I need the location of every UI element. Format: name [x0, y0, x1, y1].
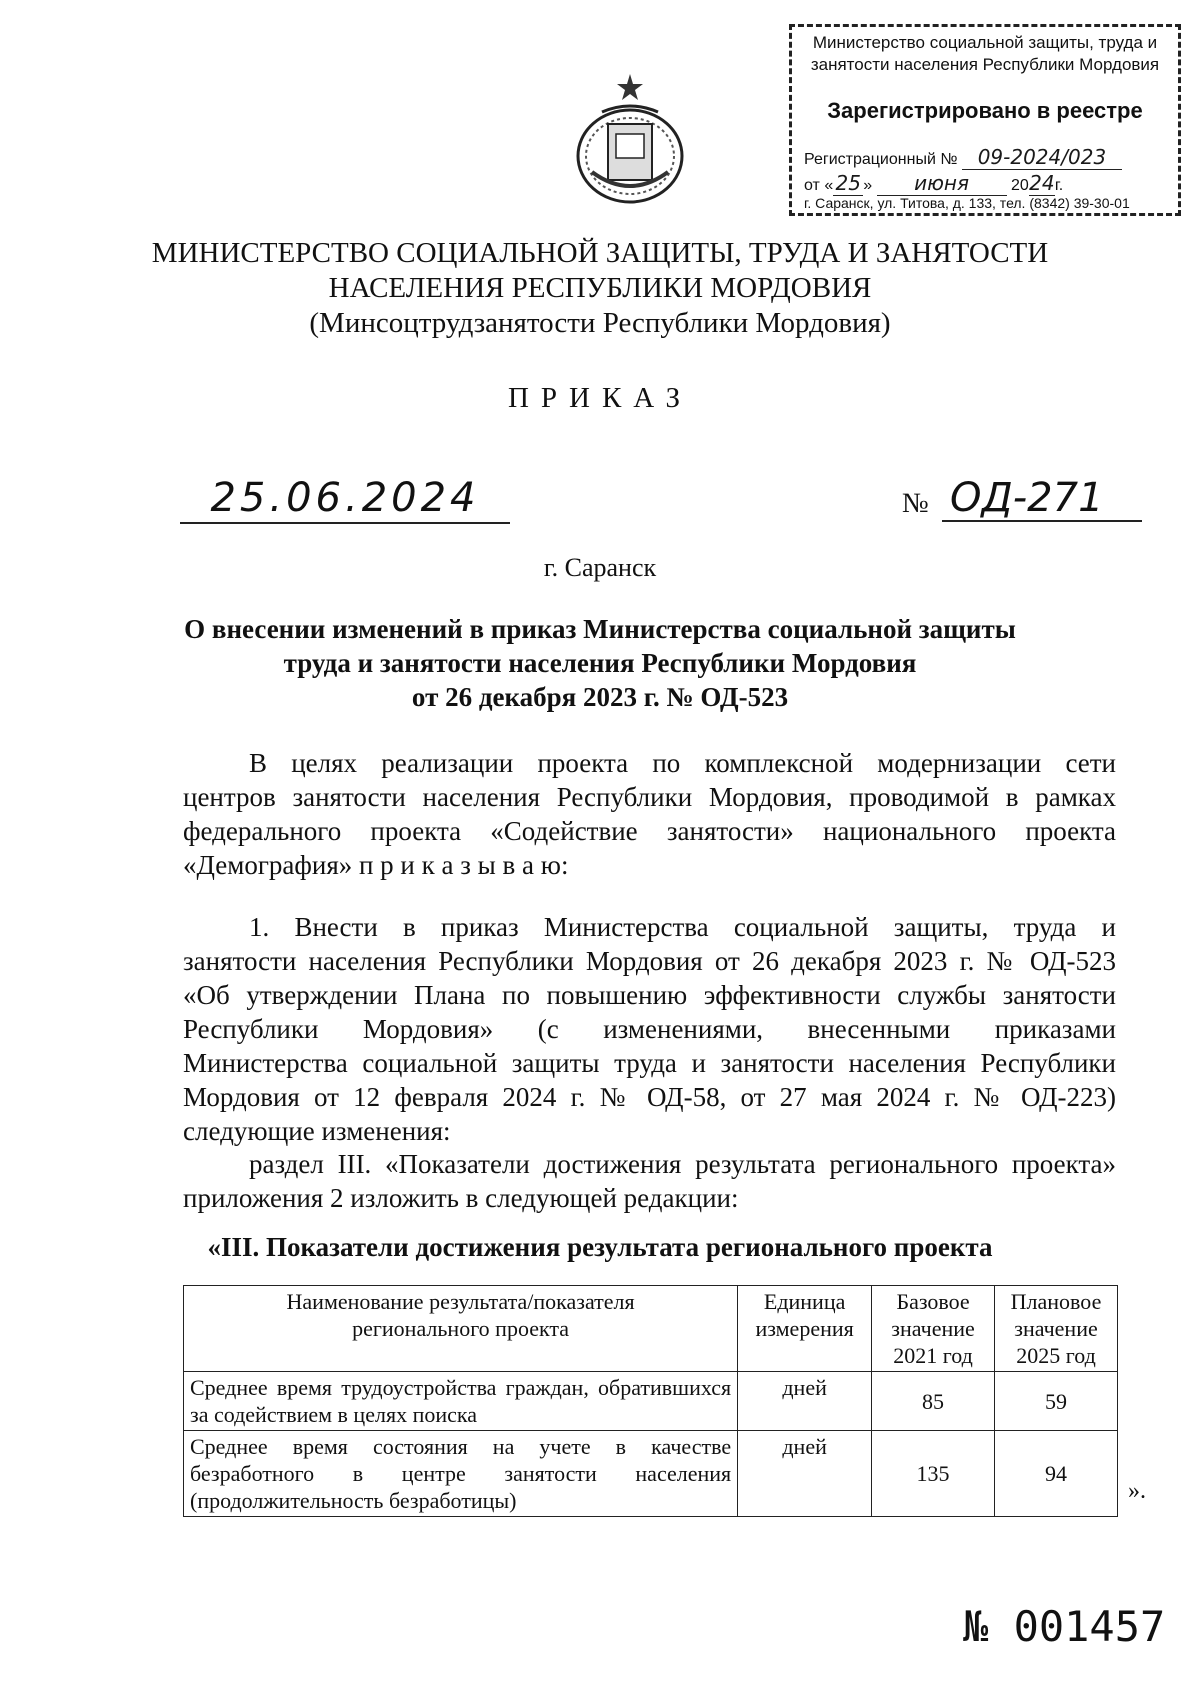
- ministry-short-name: (Минсоцтрудзанятости Республики Мордовия): [309, 307, 891, 339]
- body-paragraph-3: [183, 1147, 1116, 1215]
- stamp-date-month: июня: [877, 171, 1007, 196]
- body-paragraph-2: [183, 910, 1116, 1148]
- p2-line: занятости населения Республики Мордовия от 26 декабря 2023 г. № ОД-523: [183, 946, 1116, 976]
- body-paragraph-1: [183, 746, 1116, 882]
- section-title: «III. Показатели достижения результата регионального проекта: [207, 1232, 993, 1262]
- registration-stamp: [789, 24, 1181, 216]
- stamp-title: Зарегистрировано в реестре: [827, 98, 1143, 123]
- coat-of-arms-emblem: [572, 72, 688, 206]
- stamp-date-prefix: от «: [804, 177, 834, 194]
- order-title-line1: О внесении изменений в приказ Министерства социальной защиты: [184, 614, 1016, 644]
- p2-line: Министерства социальной защиты труда и занятости населения Республики: [183, 1048, 1116, 1078]
- p1-line: В целях реализации проекта по комплексной модернизации сети: [249, 748, 1116, 778]
- header-text: 2025 год: [1016, 1343, 1096, 1368]
- row-indicator-name: Среднее время трудоустройства граждан, обратившихся за содействием в целях поиска: [184, 1372, 738, 1431]
- header-text: Наименование результата/показателя: [286, 1289, 635, 1314]
- header-text: регионального проекта: [352, 1316, 570, 1341]
- city: г. Саранск: [543, 553, 657, 582]
- indicators-table: [183, 1285, 1118, 1517]
- p1-line: федерального проекта «Содействие занятости» национального проекта: [183, 816, 1116, 846]
- p2-line: Мордовия от 12 февраля 2024 г. № ОД-58, от 27 мая 2024 г. № ОД-223): [183, 1082, 1116, 1112]
- table-row: [184, 1372, 1118, 1431]
- p3-line: приложения 2 изложить в следующей редакции:: [183, 1183, 739, 1213]
- p2-line: следующие изменения:: [183, 1116, 451, 1146]
- header-text: Единица: [763, 1289, 846, 1314]
- p1-line: центров занятости населения Республики Мордовия, проводимой в рамках: [183, 782, 1116, 812]
- header-text: измерения: [755, 1316, 854, 1341]
- closing-quote: ».: [1128, 1478, 1146, 1504]
- row-unit: дней: [738, 1372, 872, 1431]
- stamp-reg-row: [804, 145, 1170, 170]
- p2-line: «Об утверждении Плана по повышению эффективности службы занятости: [183, 980, 1116, 1010]
- stamp-date-year-end: г.: [1054, 177, 1064, 194]
- order-date: 25.06.2024: [180, 474, 510, 524]
- p1-line: «Демография» п р и к а з ы в а ю:: [183, 850, 569, 880]
- p2-line: 1. Внести в приказ Министерства социальной защиты, труда и: [249, 912, 1116, 942]
- header-base-value: [872, 1286, 995, 1372]
- order-number: ОД-271: [942, 474, 1142, 522]
- stamp-org-line2: занятости населения Республики Мордовия: [810, 55, 1160, 74]
- stamp-reg-label: Регистрационный №: [804, 151, 958, 168]
- row-indicator-name: Среднее время состояния на учете в качестве безработного в центре занятости населения (продолжительность безработицы): [184, 1431, 738, 1517]
- table-row: [184, 1431, 1118, 1517]
- p2-line: Республики Мордовия» (с изменениями, внесенными приказами: [183, 1014, 1116, 1044]
- header-text: 2021 год: [893, 1343, 973, 1368]
- ministry-name-line1: МИНИСТЕРСТВО СОЦИАЛЬНОЙ ЗАЩИТЫ, ТРУДА И ЗАНЯТОСТИ: [151, 237, 1049, 269]
- p3-line: раздел III. «Показатели достижения результата регионального проекта»: [249, 1149, 1116, 1179]
- order-title: [0, 612, 1200, 714]
- row-unit: дней: [738, 1431, 872, 1517]
- header-indicator-name: [184, 1286, 738, 1372]
- header-text: Плановое: [1010, 1289, 1102, 1314]
- stamp-date-year: 24: [1029, 171, 1055, 195]
- order-title-line2: труда и занятости населения Республики Мордовия: [283, 648, 917, 678]
- order-title-line3: от 26 декабря 2023 г. № ОД-523: [411, 682, 789, 712]
- serial-number: № 001457: [963, 1602, 1166, 1651]
- table-header-row: [184, 1286, 1118, 1372]
- row-base-value: 85: [872, 1372, 995, 1431]
- header-text: значение: [891, 1316, 975, 1341]
- row-base-value: 135: [872, 1431, 995, 1517]
- stamp-reg-number: 09-2024/023: [962, 145, 1122, 170]
- document-type: ПРИКАЗ: [507, 382, 693, 414]
- stamp-date-mid: »: [863, 177, 873, 194]
- row-plan-value: 94: [995, 1431, 1118, 1517]
- ministry-name-line2: НАСЕЛЕНИЯ РЕСПУБЛИКИ МОРДОВИЯ: [328, 272, 872, 304]
- stamp-address: г. Саранск, ул. Титова, д. 133, тел. (8342) 39-30-01: [804, 195, 1130, 211]
- stamp-date-day: 25: [833, 171, 863, 196]
- stamp-date-row: [804, 171, 1170, 196]
- stamp-date-year-prefix: 20: [1011, 177, 1029, 194]
- row-plan-value: 59: [995, 1372, 1118, 1431]
- header-text: Базовое: [896, 1289, 970, 1314]
- number-sign: №: [902, 488, 929, 519]
- header-plan-value: [995, 1286, 1118, 1372]
- header-unit: [738, 1286, 872, 1372]
- stamp-org-line1: Министерство социальной защиты, труда и: [812, 33, 1158, 52]
- header-text: значение: [1014, 1316, 1098, 1341]
